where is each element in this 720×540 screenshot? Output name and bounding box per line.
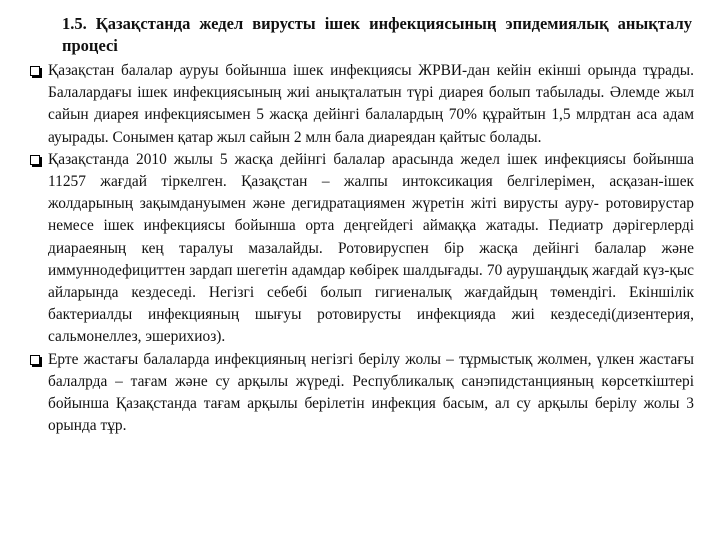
checkbox-bullet-icon: [30, 66, 40, 76]
slide-title: 1.5. Қазақстанда жедел вирусты ішек инфекциясының эпидемиялық анықталу процесі: [62, 14, 692, 55]
checkbox-bullet-icon: [30, 155, 40, 165]
bullet-text-1: Қазақстан балалар ауруы бойынша ішек инфекциясы ЖРВИ-дан кейін екінші орында тұрады. Балалардағы ішек инфекциясының жиі анықталатын түрі диарея болып табылады. Әлемде жыл сайын диарея инфекциясымен 5 жасқа дейінгі балалардың 70% құрайтын 1,5 млрдтан аса адам ауырады. Сонымен қатар жыл сайын 2 млн бала диареядан қайтыс болады.: [48, 62, 694, 146]
bullet-text-3: Ерте жастағы балаларда инфекцияның негізгі берілу жолы – тұрмыстық жолмен, үлкен жастағы балалрда – тағам және су арқылы жүреді. Республикалық санэпидстанцияның көрсеткіштері бойынша Қазақстанда тағам арқылы берілетін инфекция басым, ал су арқылы берілу жолы 3 орында тұр.: [48, 350, 694, 435]
checkbox-bullet-icon: [30, 355, 40, 365]
bullet-item-3: [30, 349, 694, 438]
bullet-list: [30, 60, 694, 437]
bullet-text-2: Қазақстанда 2010 жылы 5 жасқа дейінгі балалар арасында жедел ішек инфекциясы бойынша 11257 жағдай тіркелген. Қазақстан – жалпы интоксикация белгілерімен, асқазан-ішек жолдарының зақымдануымен және дегидратациямен жүретін жіті вирусты ауру- ротовирустар немесе ішек инфекциясы бойынша орта деңгейдегі аймаққа жатады. Педиатр дәрігерлерді диараеяның кең таралуы мазалайды. Ротовируспен бір жасқа дейінгі балалар және иммуннодефициттен зардап шегетін адамдар көбірек шалдығады. 70 аурушаңдық жағдай күз-қыс айларында кездеседі. Негізгі себебі болып гигиеналық жағдайдың төмендігі. Екіншілік бактериалды инфекцияның шығуы ротовирусты инфекцияда жиі кездеседі(дизентерия, сальмонеллез, эшерихиоз).: [48, 150, 694, 346]
bullet-item-1: [30, 60, 694, 149]
bullet-item-2: [30, 149, 694, 349]
